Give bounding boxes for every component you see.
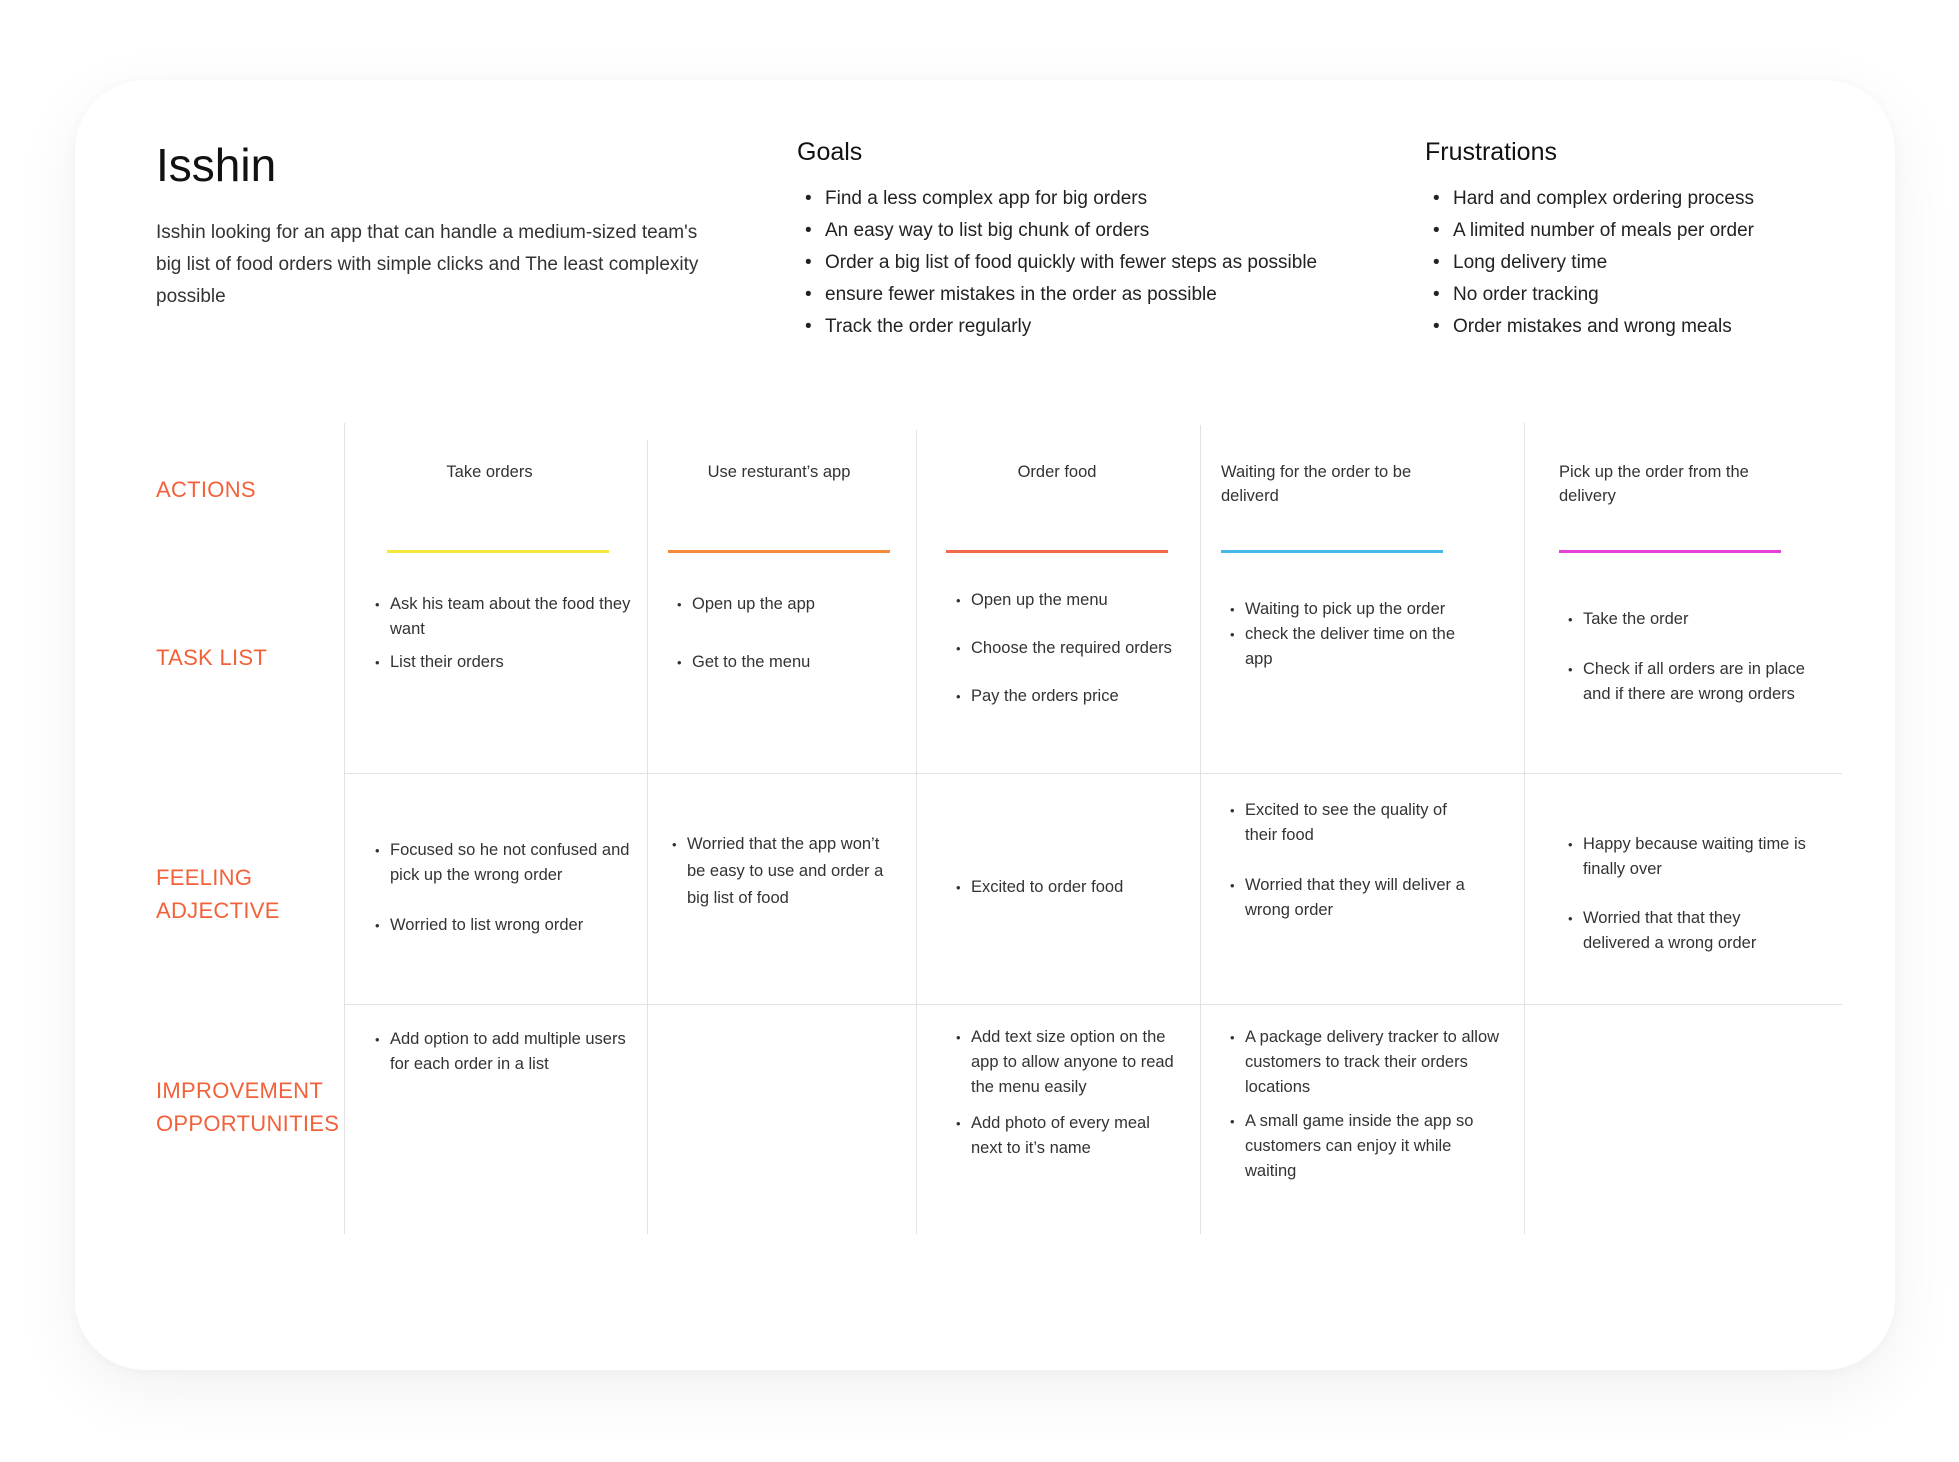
- persona-description: Isshin looking for an app that can handle a medium-sized team's big list of food orders with simple clicks and The least complexity possible: [156, 222, 699, 307]
- feeling-item: • Happy because waiting time is finally over: [1566, 832, 1806, 882]
- improvement-item: • A small game inside the app so customers can enjoy it while waiting: [1228, 1109, 1503, 1184]
- grid-line: [1200, 425, 1201, 1234]
- task-item: • Check if all orders are in place and if there are wrong orders: [1566, 657, 1806, 707]
- feeling-item: • Worried that they will deliver a wrong order: [1228, 873, 1478, 923]
- action-pick-up: Pick up the order from the delivery: [1559, 463, 1749, 505]
- goal-item: • An easy way to list big chunk of orders: [797, 215, 1317, 247]
- goal-item: • Find a less complex app for big orders: [797, 183, 1317, 215]
- frustration-item: • Long delivery time: [1425, 247, 1754, 279]
- grid-line: [344, 773, 1842, 774]
- accent-line-yellow: [387, 550, 609, 553]
- feeling-list-col5: [1566, 832, 1806, 956]
- accent-line-blue: [1221, 550, 1443, 553]
- task-list-col2: [675, 592, 905, 675]
- goals-heading: Goals: [797, 138, 863, 166]
- frustration-item: • Hard and complex ordering process: [1425, 183, 1754, 215]
- action-use-app: Use resturant’s app: [707, 463, 851, 481]
- improvement-item: • Add option to add multiple users for each order in a list: [373, 1027, 633, 1077]
- action-order-food: Order food: [1017, 463, 1097, 481]
- goal-item: • Track the order regularly: [797, 311, 1317, 343]
- row-label-improvement: [156, 1074, 339, 1140]
- improvement-list-col1: [373, 1027, 633, 1077]
- frustrations-list: [1425, 183, 1754, 343]
- feeling-item: • Focused so he not confused and pick up the wrong order: [373, 838, 633, 888]
- row-label-improvement-line1: IMPROVEMENT: [156, 1078, 324, 1103]
- task-list-col1: [373, 592, 633, 675]
- improvement-list-col3: [954, 1025, 1179, 1161]
- improvement-item: • Add photo of every meal next to it’s name: [954, 1111, 1179, 1161]
- improvement-item: • A package delivery tracker to allow customers to track their orders locations: [1228, 1025, 1503, 1100]
- grid-line: [1524, 423, 1525, 1234]
- feeling-item: • Worried that the app won’t be easy to use and order a big list of food: [670, 831, 900, 912]
- row-label-improvement-line2: OPPORTUNITIES: [156, 1111, 340, 1136]
- grid-line: [916, 430, 917, 1234]
- grid-line: [344, 423, 345, 1234]
- goal-item: • Order a big list of food quickly with fewer steps as possible: [797, 247, 1317, 279]
- task-item: • Waiting to pick up the order: [1228, 597, 1473, 622]
- row-label-task-list: TASK LIST: [156, 645, 268, 670]
- grid-line: [647, 440, 648, 1234]
- goal-item: • ensure fewer mistakes in the order as possible: [797, 279, 1317, 311]
- grid-line: [344, 1004, 1842, 1005]
- action-take-orders: Take orders: [446, 463, 533, 481]
- row-label-feeling-line1: FEELING: [156, 865, 253, 890]
- task-list-col3: [954, 588, 1179, 709]
- frustrations-heading: Frustrations: [1425, 138, 1557, 166]
- frustration-item: • No order tracking: [1425, 279, 1754, 311]
- feeling-item: • Excited to order food: [954, 875, 1179, 900]
- improvement-list-col4: [1228, 1025, 1503, 1184]
- accent-line-red: [946, 550, 1168, 553]
- task-item: • Get to the menu: [675, 650, 905, 675]
- accent-line-magenta: [1559, 550, 1781, 553]
- row-label-feeling-line2: ADJECTIVE: [156, 898, 280, 923]
- task-item: • Ask his team about the food they want: [373, 592, 633, 642]
- row-label-actions: ACTIONS: [156, 477, 256, 502]
- task-list-col4: [1228, 597, 1473, 672]
- task-item: • Open up the app: [675, 592, 905, 617]
- task-item: • Take the order: [1566, 607, 1806, 632]
- task-item: • Choose the required orders: [954, 636, 1179, 661]
- goals-section: [797, 138, 1317, 343]
- frustration-item: • A limited number of meals per order: [1425, 215, 1754, 247]
- action-waiting: Waiting for the order to be deliverd: [1221, 463, 1412, 505]
- task-item: • Pay the orders price: [954, 684, 1179, 709]
- task-item: • check the deliver time on the app: [1228, 622, 1473, 672]
- feeling-list-col2: [670, 831, 900, 912]
- task-item: • Open up the menu: [954, 588, 1179, 613]
- feeling-item: • Excited to see the quality of their food: [1228, 798, 1478, 848]
- persona-name: Isshin: [156, 139, 277, 191]
- feeling-list-col1: [373, 838, 633, 938]
- frustration-item: • Order mistakes and wrong meals: [1425, 311, 1754, 343]
- feeling-list-col4: [1228, 798, 1478, 923]
- task-list-col5: [1566, 607, 1806, 707]
- goals-list: [797, 183, 1317, 343]
- feeling-list-col3: [954, 875, 1179, 900]
- frustrations-section: [1425, 138, 1754, 343]
- improvement-item: • Add text size option on the app to allow anyone to read the menu easily: [954, 1025, 1179, 1100]
- accent-line-orange: [668, 550, 890, 553]
- feeling-item: • Worried that that they delivered a wrong order: [1566, 906, 1806, 956]
- feeling-item: • Worried to list wrong order: [373, 913, 633, 938]
- task-item: • List their orders: [373, 650, 633, 675]
- row-label-feeling: [156, 861, 280, 927]
